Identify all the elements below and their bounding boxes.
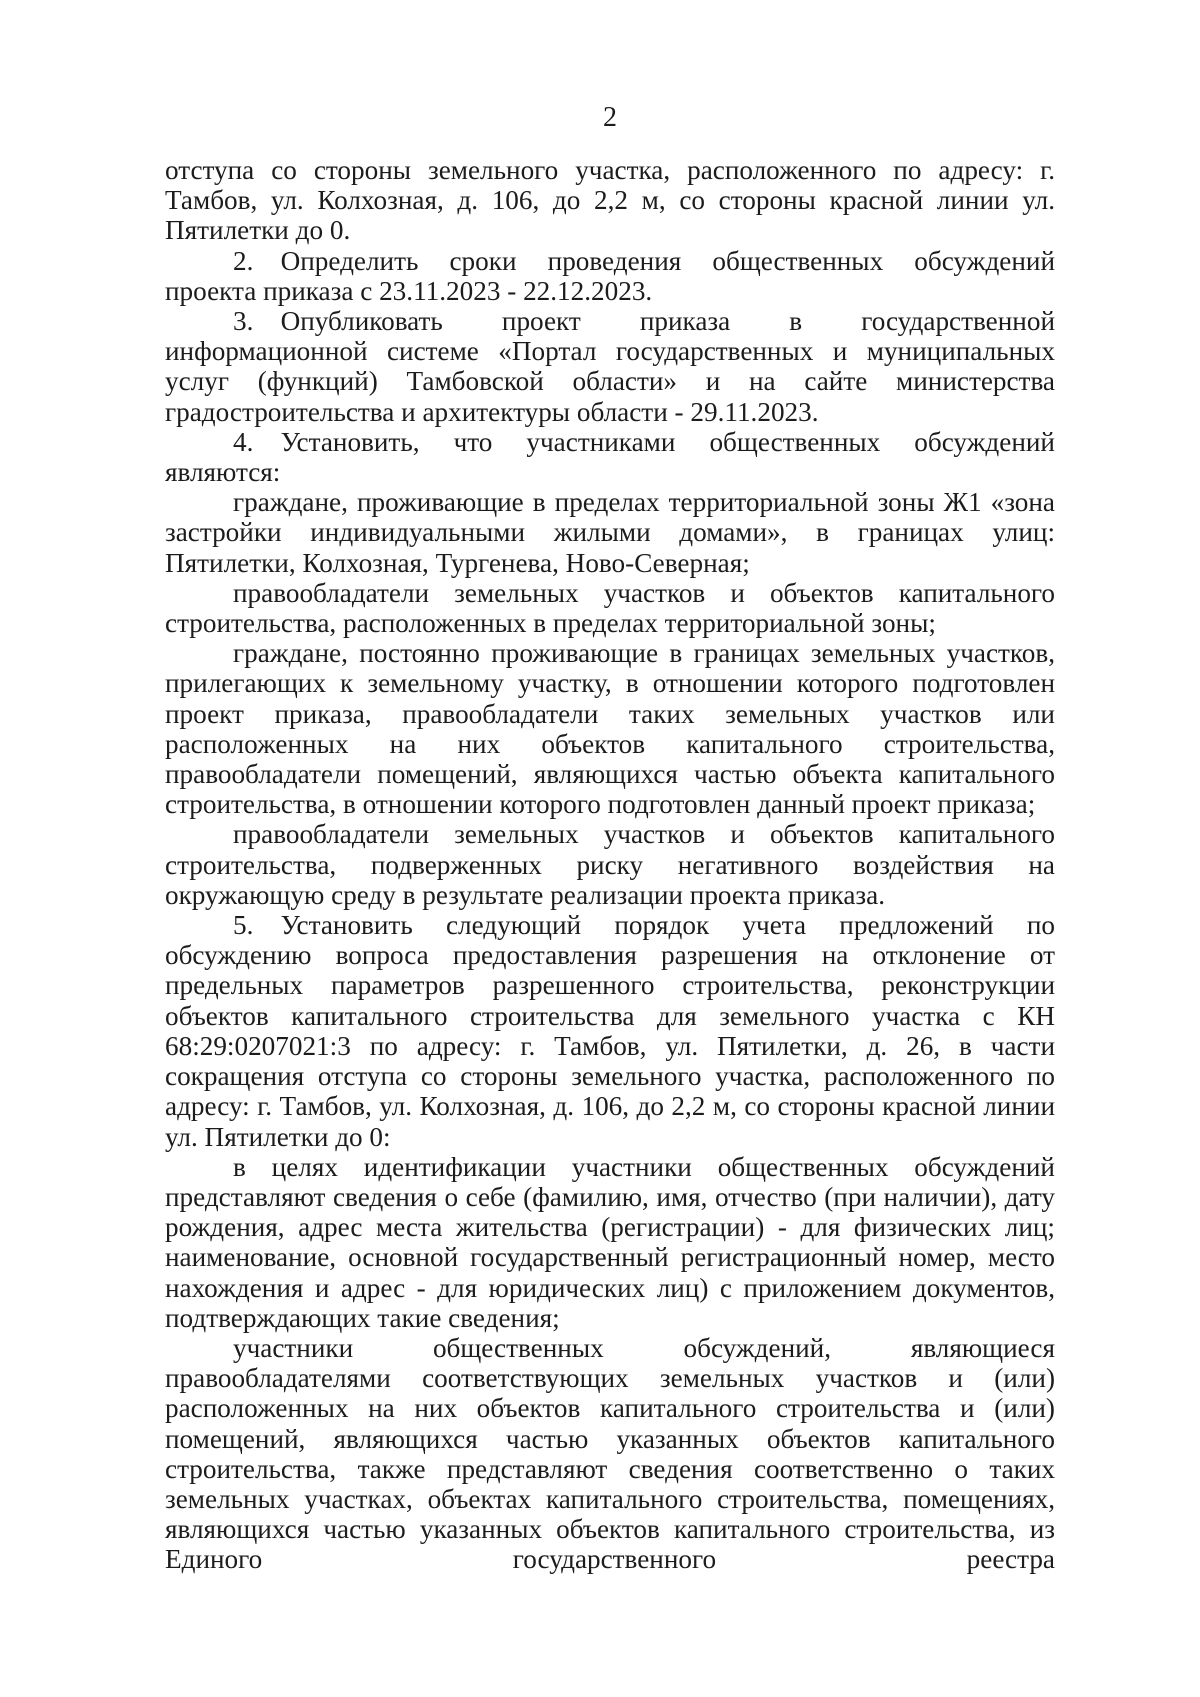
paragraph-item-5: 5. Установить следующий порядок учета предложений по обсуждению вопроса предоставления разрешения на отклонение от предельных параметров разрешенного строительства, реконструкции объектов капитального строительства для земельного участка с КН 68:29:0207021:3 по адресу: г. Тамбов, ул. Пятилетки, д. 26, в части сокращения отступа со стороны земельного участка, расположенного по адресу: г. Тамбов, ул. Колхозная, д. 106, до 2,2 м, со стороны красной линии ул. Пятилетки до 0: [165, 910, 1055, 1152]
participants-adjacent: граждане, постоянно проживающие в границах земельных участков, прилегающих к земельному участку, в отношении которого подготовлен проект приказа, правообладатели таких земельных участков или расположенных на них объектов капитального строительства, правообладатели помещений, являющихся частью объекта капитального строительства, в отношении которого подготовлен данный проект приказа; [165, 638, 1055, 820]
page-number: 2 [603, 102, 617, 133]
paragraph-item-3: 3. Опубликовать проект приказа в государственной информационной системе «Портал государственных и муниципальных услуг (функций) Тамбовской области» и на сайте министерства градостроительства и архитектуры области - 29.11.2023. [165, 306, 1055, 427]
rightholder-requirements: участники общественных обсуждений, являющиеся правообладателями соответствующих земельных участков и (или) расположенных на них объектов капитального строительства и (или) помещений, являющихся частью указанных объектов капитального строительства, также представляют сведения соответственно о таких земельных участках, объектах капитального строительства, помещениях, являющихся частью указанных объектов капитального строительства, из Единого государственного реестра [165, 1332, 1055, 1575]
participants-residents: граждане, проживающие в пределах территориальной зоны Ж1 «зона застройки индивидуальными жилыми домами», в границах улиц: Пятилетки, Колхозная, Тургенева, Ново-Северная; [165, 487, 1055, 578]
participants-rightholders: правообладатели земельных участков и объектов капитального строительства, расположенных в пределах территориальной зоны; [165, 577, 1055, 639]
identification-requirements: в целях идентификации участники общественных обсуждений представляют сведения о себе (фамилию, имя, отчество (при наличии), дату рождения, адрес места жительства (регистрации) - для физических лиц; наименование, основной государственный регистрационный номер, место нахождения и адрес - для юридических лиц) с приложением документов, подтверждающих такие сведения; [165, 1151, 1055, 1333]
document-body [165, 155, 1055, 1575]
participants-risk: правообладатели земельных участков и объектов капитального строительства, подверженных риску негативного воздействия на окружающую среду в результате реализации проекта приказа. [165, 819, 1055, 910]
paragraph-continuation: отступа со стороны земельного участка, расположенного по адресу: г. Тамбов, ул. Колхозная, д. 106, до 2,2 м, со стороны красной линии ул. Пятилетки до 0. [165, 155, 1055, 246]
paragraph-item-2: 2. Определить сроки проведения общественных обсуждений проекта приказа с 23.11.2023 - 22.12.2023. [165, 245, 1055, 306]
paragraph-item-4: 4. Установить, что участниками общественных обсуждений являются: [165, 426, 1055, 488]
